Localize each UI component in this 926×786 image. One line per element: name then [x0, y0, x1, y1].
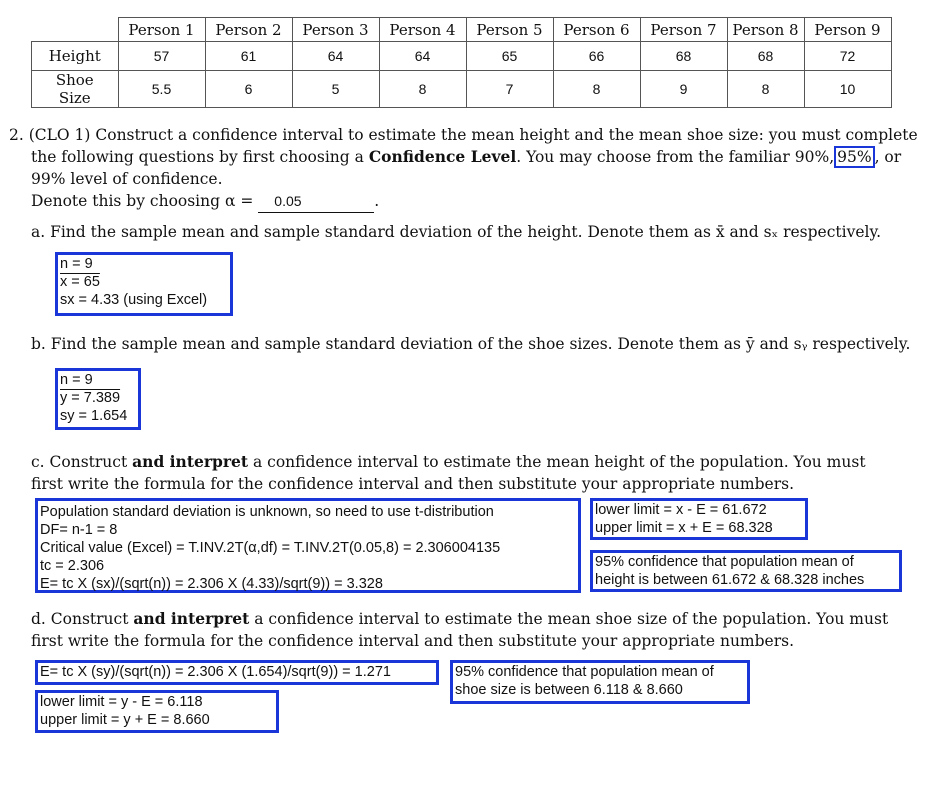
- limit-line: lower limit = y - E = 6.118: [40, 694, 203, 710]
- selected-confidence-level: 95%: [834, 146, 874, 168]
- work-line: E= tc X (sx)/(sqrt(n)) = 2.306 X (4.33)/sqrt(9)) = 3.328: [40, 576, 383, 592]
- table-cell: 7: [466, 71, 553, 108]
- limit-line: upper limit = y + E = 8.660: [40, 712, 210, 728]
- table-cell: 6: [205, 71, 292, 108]
- table-corner-cell: [32, 18, 119, 42]
- q2-text: , or: [874, 148, 902, 166]
- table-cell: 65: [466, 42, 553, 71]
- part-c-prompt-line-2: first write the formula for the confidence interval and then substitute your appropriate numbers.: [31, 475, 795, 493]
- table-cell: 8: [379, 71, 466, 108]
- header-cell: Person 2: [205, 18, 292, 42]
- prompt-text: d. Construct: [31, 610, 134, 628]
- q2-text: the following questions by first choosing a: [31, 148, 369, 166]
- alpha-value-field: [258, 190, 374, 213]
- part-b-prompt: b. Find the sample mean and sample standard deviation of the shoe sizes. Denote them as ȳ and sᵧ respectively.: [31, 335, 911, 353]
- answer-line: x = 65: [60, 274, 100, 290]
- table-cell: 8: [553, 71, 640, 108]
- part-a-answer-box: [55, 252, 233, 316]
- part-b-answer-box: [55, 368, 141, 430]
- interpretation-line: shoe size is between 6.118 & 8.660: [455, 682, 683, 698]
- table-cell: 8: [727, 71, 804, 108]
- table-cell: 5.5: [118, 71, 205, 108]
- table-cell: 68: [727, 42, 804, 71]
- work-line: tc = 2.306: [40, 558, 105, 574]
- table-cell: 57: [118, 42, 205, 71]
- prompt-bold: and interpret: [133, 609, 250, 628]
- confidence-level-term: Confidence Level: [368, 147, 517, 166]
- table-cell: 64: [292, 42, 379, 71]
- header-cell: Person 8: [727, 18, 804, 42]
- work-line: DF= n-1 = 8: [40, 522, 118, 538]
- part-c-limits-box: [590, 498, 808, 540]
- data-table: [31, 17, 892, 108]
- table-cell: 66: [553, 42, 640, 71]
- answer-line: n = 9: [60, 256, 93, 272]
- prompt-text: c. Construct: [31, 453, 133, 471]
- header-cell: Person 5: [466, 18, 553, 42]
- part-d-prompt-line-2: first write the formula for the confidence interval and then substitute your appropriate numbers.: [31, 632, 795, 650]
- prompt-text: a confidence interval to estimate the mean height of the population. You must: [248, 453, 866, 471]
- work-line: Critical value (Excel) = T.INV.2T(α,df) = T.INV.2T(0.05,8) = 2.306004135: [40, 540, 501, 556]
- question-2-line-3: 99% level of confidence.: [31, 170, 223, 188]
- table-cell: 72: [804, 42, 891, 71]
- answer-line: sx = 4.33 (using Excel): [60, 292, 208, 308]
- row-label: Shoe Size: [32, 71, 119, 108]
- header-cell: Person 7: [640, 18, 727, 42]
- table-cell: 9: [640, 71, 727, 108]
- work-line: Population standard deviation is unknown, so need to use t-distribution: [40, 504, 494, 520]
- table-cell: 10: [804, 71, 891, 108]
- prompt-bold: and interpret: [132, 452, 249, 471]
- margin-line: E= tc X (sy)/(sqrt(n)) = 2.306 X (1.654)/sqrt(9)) = 1.271: [40, 664, 391, 680]
- limit-line: lower limit = x - E = 61.672: [595, 502, 767, 518]
- header-cell: Person 1: [118, 18, 205, 42]
- part-c-prompt-line-1: [31, 451, 866, 473]
- alpha-suffix: .: [374, 192, 380, 210]
- alpha-value: 0.05: [274, 193, 302, 209]
- interpretation-line: 95% confidence that population mean of: [455, 664, 714, 680]
- interpretation-line: 95% confidence that population mean of: [595, 554, 854, 570]
- table-cell: 61: [205, 42, 292, 71]
- table-header-row: [32, 18, 892, 42]
- part-d-margin-box: [35, 660, 439, 685]
- header-cell: Person 3: [292, 18, 379, 42]
- answer-line: y = 7.389: [60, 390, 121, 406]
- part-d-limits-box: [35, 690, 279, 733]
- header-cell: Person 6: [553, 18, 640, 42]
- question-2-line-1: 2. (CLO 1) Construct a confidence interval to estimate the mean height and the mean shoe size: you must complete: [9, 126, 918, 144]
- table-row: [32, 42, 892, 71]
- q2-text: . You may choose from the familiar 90%,: [516, 148, 835, 166]
- prompt-text: a confidence interval to estimate the mean shoe size of the population. You must: [249, 610, 889, 628]
- table-row: [32, 71, 892, 108]
- answer-line: sy = 1.654: [60, 408, 128, 424]
- part-a-prompt: a. Find the sample mean and sample standard deviation of the height. Denote them as x̄ and sₓ respectively.: [31, 223, 882, 241]
- table-cell: 5: [292, 71, 379, 108]
- part-c-work-box: [35, 498, 581, 593]
- header-cell: Person 9: [804, 18, 891, 42]
- row-label: Height: [32, 42, 119, 71]
- interpretation-line: height is between 61.672 & 68.328 inches: [595, 572, 865, 588]
- header-cell: Person 4: [379, 18, 466, 42]
- part-d-prompt-line-1: [31, 608, 888, 630]
- alpha-prefix: Denote this by choosing α =: [31, 192, 259, 210]
- part-c-interpretation-box: [590, 550, 902, 592]
- limit-line: upper limit = x + E = 68.328: [595, 520, 773, 536]
- part-d-interpretation-box: [450, 660, 750, 704]
- table-cell: 64: [379, 42, 466, 71]
- table-cell: 68: [640, 42, 727, 71]
- answer-line: n = 9: [60, 372, 93, 388]
- alpha-line: [31, 190, 379, 213]
- question-2-line-2: [31, 146, 901, 168]
